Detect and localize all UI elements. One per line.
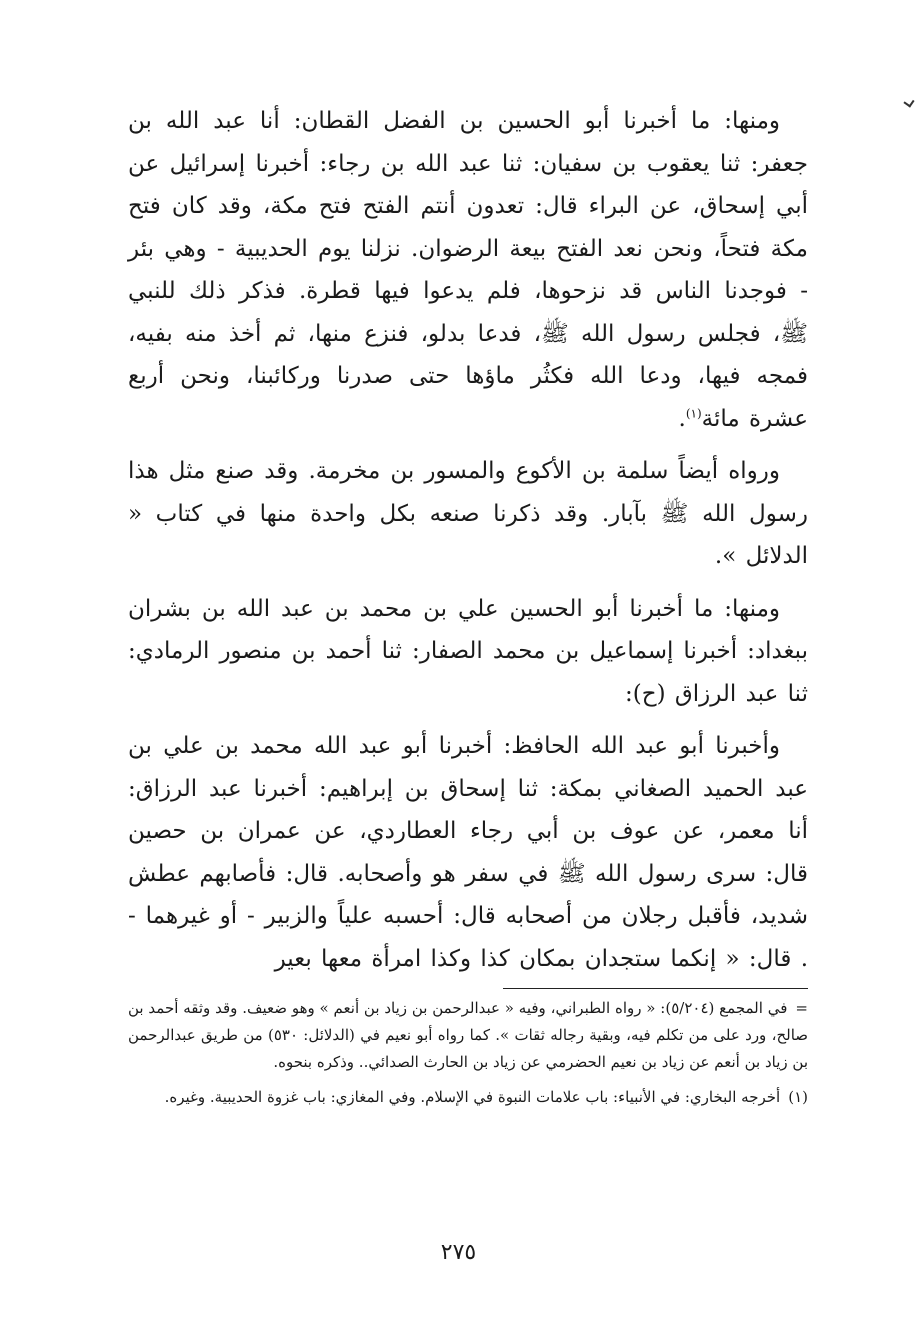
footnote-ref-1: (١) [685, 405, 702, 420]
page-body [128, 100, 808, 1119]
footnote-1-text: أخرجه البخاري: في الأنبياء: باب علامات النبوة في الإسلام. وفي المغازي: باب غزوة الحديبية. وغيره. [164, 1088, 781, 1106]
paragraph-1-text: ومنها: ما أخبرنا أبو الحسين بن الفضل القطان: أنا عبد الله بن جعفر: ثنا يعقوب بن سفيان: ثنا عبد الله بن رجاء: أخبرنا إسرائيل عن أبي إسحاق، عن البراء قال: تعدون أنتم الفتح فتح مكة، وقد كان فتح مكة فتحاً، ونحن نعد الفتح بيعة الرضوان. نزلنا يوم الحديبية - وهي بئر - فوجدنا الناس قد نزحوها، فلم يدعوا فيها قطرة. فذكر ذلك للنبي ﷺ، فجلس رسول الله ﷺ، فدعا بدلو، فنزع منها، ثم أخذ منه بفيه، فمجه فيها، ودعا الله فكثُر ماؤها حتى صدرنا وركائبنا، ونحن أربع عشرة مائة [128, 108, 808, 432]
footnote-separator [503, 988, 808, 989]
main-text [128, 100, 808, 980]
footnote-continuation [128, 995, 808, 1076]
paragraph-2: ورواه أيضاً سلمة بن الأكوع والمسور بن مخرمة. وقد صنع مثل هذا رسول الله ﷺ بآبار. وقد ذكرنا صنعه بكل واحدة منها في كتاب « الدلائل ». [128, 458, 808, 569]
paragraph-1-end: . [678, 405, 686, 432]
footnote-1 [128, 1084, 808, 1111]
footnotes [128, 995, 808, 1111]
page-edge-mark [903, 96, 914, 107]
page-number: ٢٧٥ [440, 1240, 477, 1265]
footnote-continuation-marker: = [795, 999, 808, 1017]
paragraph-4: وأخبرنا أبو عبد الله الحافظ: أخبرنا أبو عبد الله محمد بن علي بن عبد الحميد الصغاني بمكة: ثنا إسحاق بن إبراهيم: أخبرنا عبد الرزاق: أنا معمر، عن عوف بن أبي رجاء العطاردي، عن عمران بن حصين قال: سرى رسول الله ﷺ في سفر هو وأصحابه. قال: فأصابهم عطش شديد، فأقبل رجلان من أصحابه قال: أحسبه علياً والزبير - أو غيرهما - . قال: « إنكما ستجدان بمكان كذا وكذا امرأة معها بعير [128, 733, 808, 972]
footnote-1-marker: (١) [788, 1088, 808, 1106]
paragraph-1 [128, 100, 808, 440]
paragraph-3: ومنها: ما أخبرنا أبو الحسين علي بن محمد بن عبد الله بن بشران ببغداد: أخبرنا إسماعيل بن محمد الصفار: ثنا أحمد بن منصور الرمادي: ثنا عبد الرزاق (ح): [128, 595, 808, 707]
footnote-continuation-text: في المجمع (٥/٢٠٤): « رواه الطبراني، وفيه « عبدالرحمن بن زياد بن أنعم » وهو ضعيف. وقد وثقه أحمد بن صالح، ورد على من تكلم فيه، وبقية رجاله ثقات ». كما رواه أبو نعيم في (الدلائل: ٥٣٠) من طريق عبدالرحمن بن زياد بن أنعم عن زياد بن نعيم الحضرمي عن زياد بن الحارث الصدائي.. وذكره بنحوه. [128, 999, 808, 1071]
